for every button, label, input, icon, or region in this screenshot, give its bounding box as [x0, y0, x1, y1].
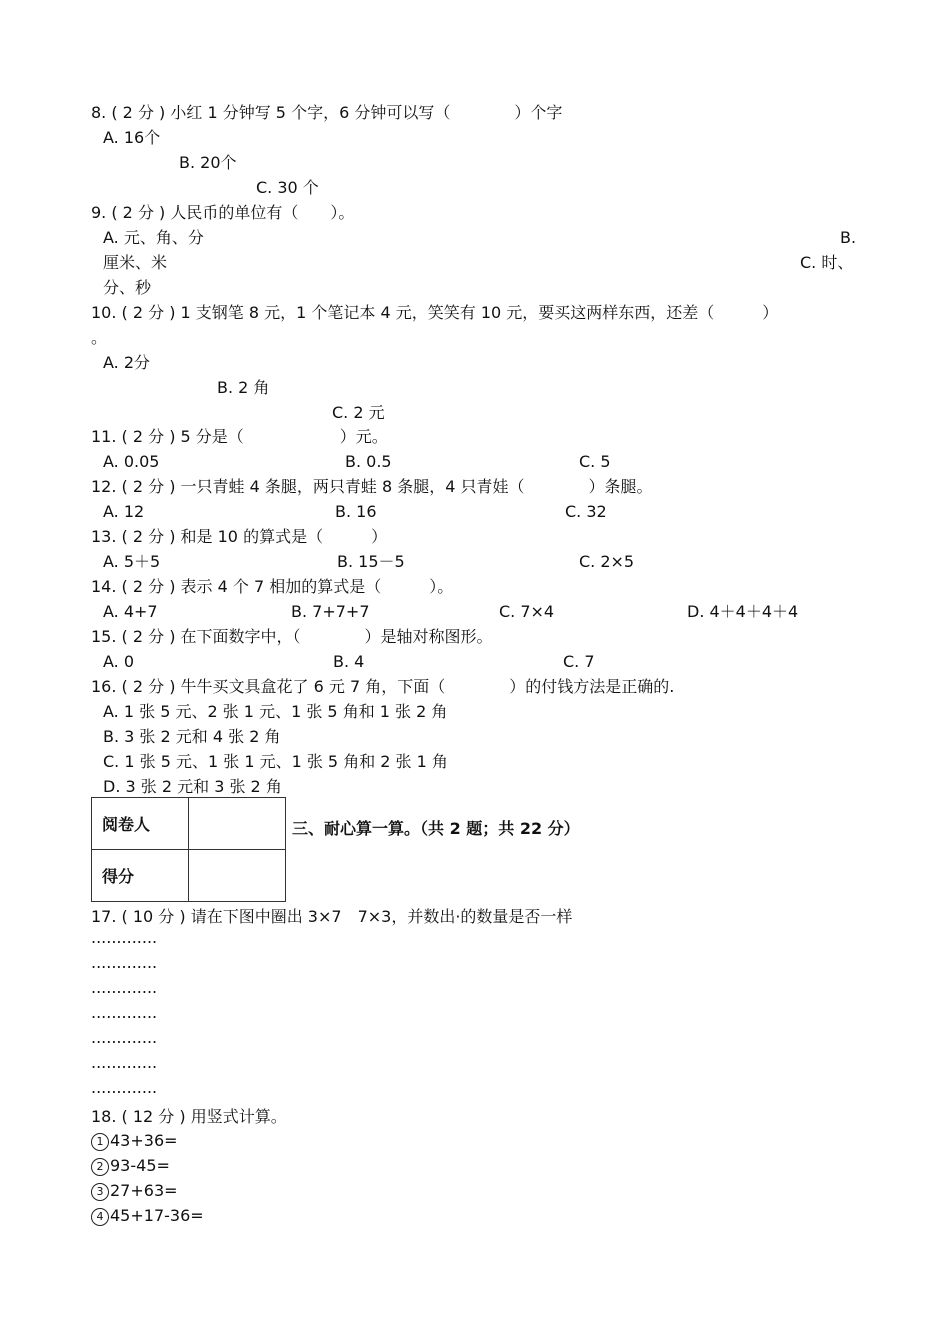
question-18-stem: 18. ( 12 分 ) 用竖式计算。	[91, 1107, 287, 1126]
question-12-option-c: C. 32	[565, 502, 607, 521]
question-10-stem: 10. ( 2 分 ) 1 支钢笔 8 元，1 个笔记本 4 元，笑笑有 10 元，要买这两样东西，还差（ ）	[91, 303, 779, 322]
question-9-stem: 9. ( 2 分 ) 人民币的单位有（ ）。	[91, 203, 355, 222]
question-16-option-d: D. 3 张 2 元和 3 张 2 角	[103, 777, 282, 796]
question-9-option-c-text: 分、秒	[103, 278, 152, 297]
dot-row: .............	[91, 928, 158, 947]
question-15-stem: 15. ( 2 分 ) 在下面数字中，（ ）是轴对称图形。	[91, 627, 493, 646]
reviewer-label: 阅卷人	[92, 798, 189, 850]
question-15-option-b: B. 4	[333, 652, 365, 671]
score-field[interactable]	[189, 850, 286, 902]
dot-row: .............	[91, 1053, 158, 1072]
question-12-option-a: A. 12	[103, 502, 145, 521]
question-11-option-c: C. 5	[579, 452, 611, 471]
question-13-option-c: C. 2×5	[579, 552, 635, 571]
question-9-option-b: B.	[840, 228, 857, 247]
reviewer-field[interactable]	[189, 798, 286, 850]
question-9-option-c: C. 时、	[800, 253, 854, 272]
question-8-option-b: B. 20个	[179, 153, 237, 172]
question-10-option-b: B. 2 角	[217, 378, 270, 397]
question-16-option-b: B. 3 张 2 元和 4 张 2 角	[103, 727, 281, 746]
calc-expression: 93-45=	[110, 1156, 170, 1175]
calc-expression: 27+63=	[110, 1181, 178, 1200]
circled-number: 2	[91, 1158, 109, 1176]
question-14-option-a: A. 4+7	[103, 602, 158, 621]
calc-item	[91, 1206, 204, 1226]
question-10-option-a: A. 2分	[103, 353, 151, 372]
question-16-option-a: A. 1 张 5 元、2 张 1 元、1 张 5 角和 1 张 2 角	[103, 702, 448, 721]
question-12-option-b: B. 16	[335, 502, 377, 521]
dot-row: .............	[91, 1078, 158, 1097]
question-14-stem: 14. ( 2 分 ) 表示 4 个 7 相加的算式是（ ）。	[91, 577, 454, 596]
question-14-option-d: D. 4＋4＋4＋4	[687, 602, 799, 621]
question-13-option-b: B. 15－5	[337, 552, 405, 571]
score-box	[91, 797, 286, 902]
question-9-option-b-text: 厘米、米	[103, 253, 168, 272]
score-label: 得分	[92, 850, 189, 902]
circled-number: 4	[91, 1208, 109, 1226]
question-9-option-a: A. 元、角、分	[103, 228, 204, 247]
question-11-option-b: B. 0.5	[345, 452, 392, 471]
question-13-option-a: A. 5＋5	[103, 552, 161, 571]
calc-expression: 43+36=	[110, 1131, 178, 1150]
circled-number: 1	[91, 1133, 109, 1151]
question-17-stem: 17. ( 10 分 ) 请在下图中圈出 3×7 7×3，并数出·的数量是否一样	[91, 907, 573, 926]
calc-expression: 45+17-36=	[110, 1206, 204, 1225]
section-3-title: 三、耐心算一算。（共 2 题；共 22 分）	[292, 819, 580, 838]
question-12-stem: 12. ( 2 分 ) 一只青蛙 4 条腿，两只青蛙 8 条腿，4 只青娃（ ）条腿。	[91, 477, 653, 496]
question-10-option-c: C. 2 元	[332, 403, 385, 422]
calc-item	[91, 1131, 178, 1151]
question-8-option-c: C. 30 个	[256, 178, 319, 197]
circled-number: 3	[91, 1183, 109, 1201]
question-8-stem: 8. ( 2 分 ) 小红 1 分钟写 5 个字，6 分钟可以写（ ）个字	[91, 103, 563, 122]
question-11-stem: 11. ( 2 分 ) 5 分是（ ）元。	[91, 427, 388, 446]
question-11-option-a: A. 0.05	[103, 452, 160, 471]
question-14-option-b: B. 7+7+7	[291, 602, 370, 621]
calc-item	[91, 1156, 170, 1176]
question-15-option-c: C. 7	[563, 652, 595, 671]
question-8-option-a: A. 16个	[103, 128, 161, 147]
question-16-option-c: C. 1 张 5 元、1 张 1 元、1 张 5 角和 2 张 1 角	[103, 752, 448, 771]
dot-row: .............	[91, 1028, 158, 1047]
dot-row: .............	[91, 978, 158, 997]
question-13-stem: 13. ( 2 分 ) 和是 10 的算式是（ ）	[91, 527, 388, 546]
calc-item	[91, 1181, 178, 1201]
question-16-stem: 16. ( 2 分 ) 牛牛买文具盒花了 6 元 7 角，下面（ ）的付钱方法是正确的.	[91, 677, 675, 696]
question-15-option-a: A. 0	[103, 652, 135, 671]
question-10-stem-tail: 。	[91, 328, 108, 347]
question-14-option-c: C. 7×4	[499, 602, 555, 621]
dot-row: .............	[91, 953, 158, 972]
dot-row: .............	[91, 1003, 158, 1022]
